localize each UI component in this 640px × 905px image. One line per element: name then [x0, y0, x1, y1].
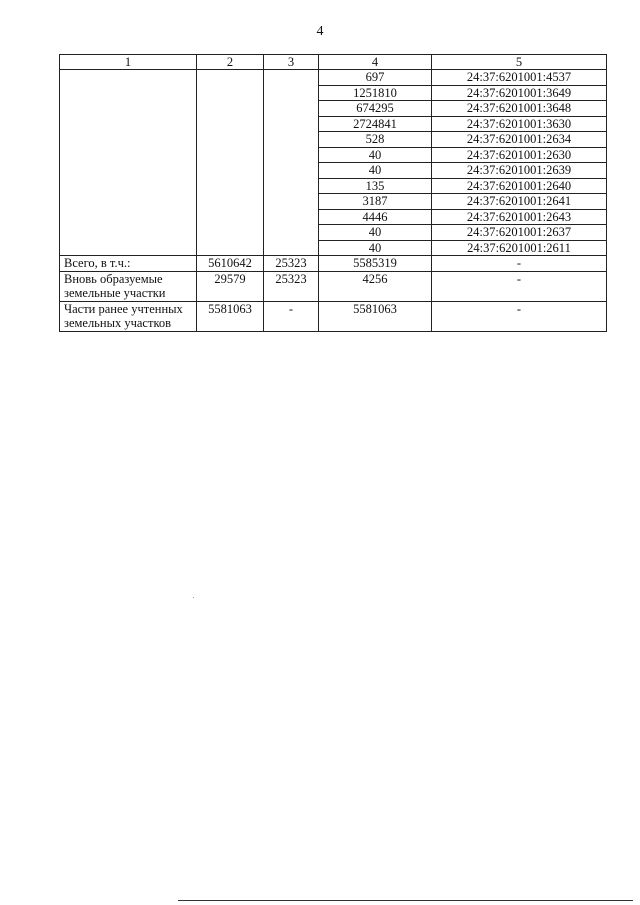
cadastral-number-cell: 24:37:6201001:4537 [432, 70, 607, 86]
area-cell: 2724841 [319, 116, 432, 132]
cadastral-number-cell: 24:37:6201001:2641 [432, 194, 607, 210]
summary-row [60, 256, 607, 272]
cadastral-number-cell: 24:37:6201001:2611 [432, 240, 607, 256]
area-cell: 528 [319, 132, 432, 148]
cadastral-number-cell: 24:37:6201001:2639 [432, 163, 607, 179]
area-cell: 40 [319, 240, 432, 256]
summary-label-cell: Части ранее учтенных земельных участков [60, 301, 197, 331]
summary-row [60, 271, 607, 301]
column-header: 2 [197, 55, 264, 70]
total-area-cell: 5610642 [197, 256, 264, 272]
area-cell: 1251810 [319, 85, 432, 101]
footer-rule [178, 900, 633, 901]
column-3-cell: 25323 [264, 271, 319, 301]
column-4-cell: 5585319 [319, 256, 432, 272]
cadastral-number-cell: 24:37:6201001:2634 [432, 132, 607, 148]
cadastral-number-cell: 24:37:6201001:2637 [432, 225, 607, 241]
column-3-cell: - [264, 301, 319, 331]
area-cell: 697 [319, 70, 432, 86]
column-header: 1 [60, 55, 197, 70]
cadastral-number-cell: 24:37:6201001:3649 [432, 85, 607, 101]
total-area-cell: 29579 [197, 271, 264, 301]
column-5-cell: - [432, 301, 607, 331]
column-header: 3 [264, 55, 319, 70]
land-parcels-table [59, 54, 607, 332]
area-cell: 674295 [319, 101, 432, 117]
column-4-cell: 5581063 [319, 301, 432, 331]
table-row [60, 70, 607, 86]
column-3-cell: 25323 [264, 256, 319, 272]
summary-label-cell: Всего, в т.ч.: [60, 256, 197, 272]
scan-speck [193, 597, 194, 598]
empty-merged-cell [264, 70, 319, 256]
summary-row [60, 301, 607, 331]
cadastral-number-cell: 24:37:6201001:2640 [432, 178, 607, 194]
cadastral-number-cell: 24:37:6201001:3648 [432, 101, 607, 117]
cadastral-number-cell: 24:37:6201001:2630 [432, 147, 607, 163]
area-cell: 40 [319, 163, 432, 179]
area-cell: 3187 [319, 194, 432, 210]
column-header: 4 [319, 55, 432, 70]
area-cell: 40 [319, 225, 432, 241]
table-header-row [60, 55, 607, 70]
empty-merged-cell [197, 70, 264, 256]
column-5-cell: - [432, 256, 607, 272]
empty-merged-cell [60, 70, 197, 256]
area-cell: 4446 [319, 209, 432, 225]
summary-label-cell: Вновь образуемые земельные участки [60, 271, 197, 301]
cadastral-number-cell: 24:37:6201001:2643 [432, 209, 607, 225]
page-number: 4 [316, 24, 324, 39]
area-cell: 135 [319, 178, 432, 194]
column-4-cell: 4256 [319, 271, 432, 301]
cadastral-number-cell: 24:37:6201001:3630 [432, 116, 607, 132]
column-header: 5 [432, 55, 607, 70]
area-cell: 40 [319, 147, 432, 163]
total-area-cell: 5581063 [197, 301, 264, 331]
column-5-cell: - [432, 271, 607, 301]
